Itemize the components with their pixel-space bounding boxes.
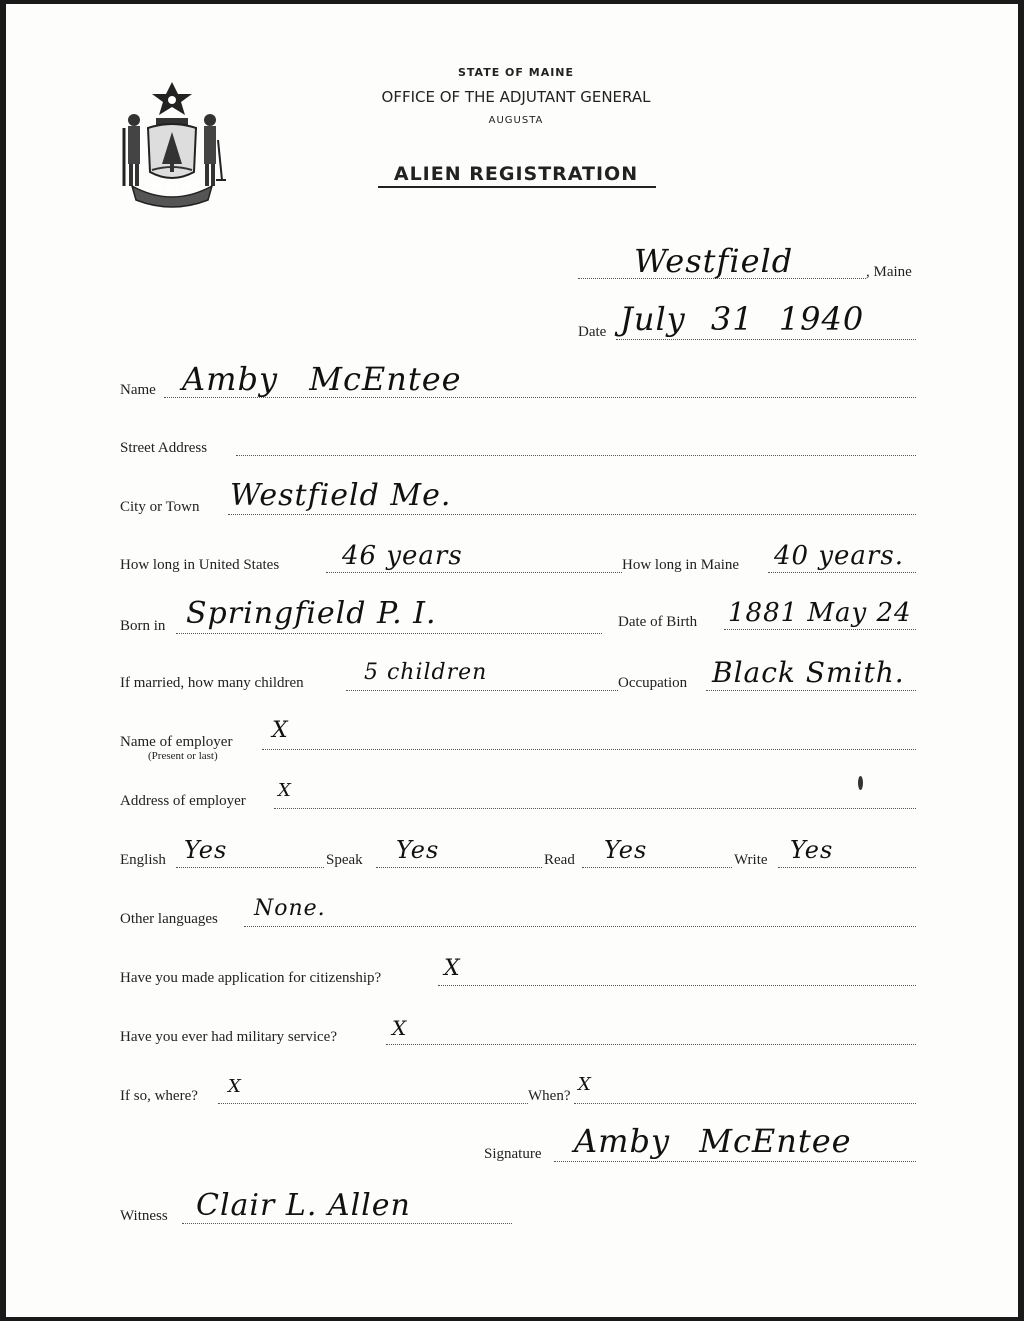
military-value: X (392, 1016, 408, 1040)
other-languages-label: Other languages (120, 911, 218, 927)
when-label: When? (528, 1088, 571, 1104)
write-label: Write (734, 852, 768, 868)
date-of-birth-label: Date of Birth (618, 614, 698, 630)
ink-mark (858, 776, 863, 790)
children-label: If married, how many children (120, 675, 304, 691)
born-in-label: Born in (120, 618, 166, 634)
how-long-us-value: 46 years (342, 541, 463, 571)
speak-value: Yes (396, 836, 440, 864)
employer-label: Name of employer (120, 734, 233, 750)
children-value: 5 children (364, 660, 488, 685)
header-state: STATE OF MAINE (457, 66, 575, 79)
maine-label: , Maine (866, 264, 912, 280)
occupation-label: Occupation (618, 675, 688, 691)
name-label: Name (120, 382, 156, 398)
date-of-birth-value: 1881 May 24 (728, 598, 912, 628)
citizenship-label: Have you made application for citizenship? (120, 970, 382, 986)
employer-address-value: X (278, 780, 292, 801)
military-label: Have you ever had military service? (120, 1029, 337, 1045)
signature-value: Amby McEntee (574, 1122, 852, 1160)
other-languages-value: None. (254, 896, 326, 921)
where-value: X (228, 1076, 242, 1097)
english-label: English (120, 852, 166, 868)
employer-note: (Present or last) (148, 750, 218, 762)
write-value: Yes (790, 836, 834, 864)
registration-form (6, 4, 1018, 1317)
form-title: ALIEN REGISTRATION (393, 163, 639, 185)
where-label: If so, where? (120, 1088, 198, 1104)
speak-label: Speak (326, 852, 363, 868)
employer-value: X (272, 718, 289, 743)
how-long-maine-value: 40 years. (774, 541, 904, 571)
header-office: OFFICE OF THE ADJUTANT GENERAL (381, 88, 651, 106)
read-label: Read (544, 852, 575, 868)
witness-label: Witness (120, 1208, 168, 1224)
city-label: City or Town (120, 499, 200, 515)
name-value: Amby McEntee (182, 360, 462, 398)
read-value: Yes (604, 836, 648, 864)
street-label: Street Address (120, 440, 208, 456)
citizenship-value: X (444, 956, 461, 981)
signature-label: Signature (484, 1146, 542, 1162)
seal-text: MAINE (152, 180, 203, 193)
employer-address-label: Address of employer (120, 793, 246, 809)
english-value: Yes (184, 836, 228, 864)
header-city: AUGUSTA (488, 115, 544, 126)
how-long-maine-label: How long in Maine (622, 557, 740, 573)
occupation-value: Black Smith. (712, 656, 905, 689)
date-value: July 31 1940 (620, 300, 865, 338)
witness-value: Clair L. Allen (196, 1188, 411, 1223)
how-long-us-label: How long in United States (120, 557, 280, 573)
date-label: Date (578, 324, 607, 340)
when-value: X (578, 1074, 592, 1095)
town-value: Westfield (634, 242, 794, 280)
born-in-value: Springfield P. I. (186, 596, 437, 631)
city-value: Westfield Me. (230, 478, 452, 513)
